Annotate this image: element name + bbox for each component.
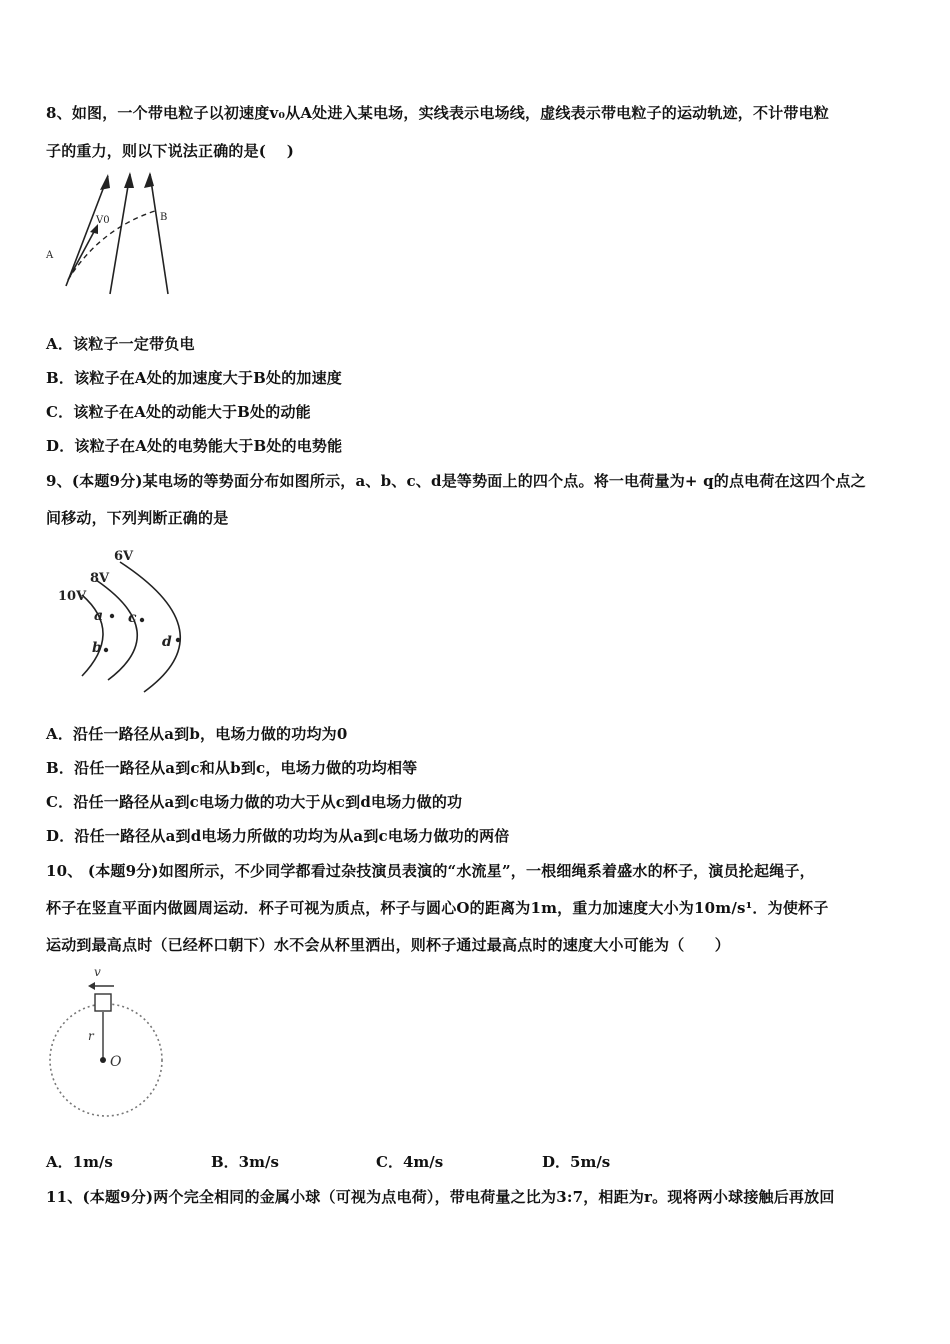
q8-stem-line1: 8、如图，一个带电粒子以初速度v₀从A处进入某电场，实线表示电场线，虚线表示带电粒子的运动轨迹，不计带电粒 [46,104,829,122]
field-line-3 [150,174,168,294]
q10-stem-line1: 10、 (本题9分)如图所示，不少同学都看过杂技演员表演的“水流星”，一根细绳系着盛水的杯子，演员抡起绳子， [46,862,815,880]
q8-option-d: D．该粒子在A处的电势能大于B处的电势能 [46,437,343,455]
q10-stem-line3: 运动到最高点时（已经杯口朝下）水不会从杯里洒出，则杯子通过最高点时的速度大小可能为（ ） [46,936,731,954]
equipotential-6v [120,562,180,692]
field-line-1 [66,176,108,286]
label-v0: V0 [96,215,110,226]
label-d: d [162,634,172,650]
q9-stem-line2: 间移动，下列判断正确的是 [46,509,229,527]
q9-stem-line1: 9、(本题9分)某电场的等势面分布如图所示，a、b、c、d是等势面上的四个点。将一电荷量为+ q的点电荷在这四个点之 [46,472,866,490]
v0-arrow [68,228,96,280]
label-r: r [88,1029,94,1043]
q8-stem-line2: 子的重力，则以下说法正确的是( ) [46,142,295,160]
label-b: B [160,212,168,223]
label-a: a [94,608,104,624]
q9-option-a: A．沿任一路径从a到b，电场力做的功均为0 [46,725,348,743]
label-8v: 8V [90,571,110,586]
q8-option-b: B．该粒子在A处的加速度大于B处的加速度 [46,369,342,387]
label-c: c [128,610,137,626]
velocity-arrowhead [88,982,95,990]
label-o: O [110,1054,122,1070]
q10-option-d: D．5m/s [542,1153,611,1171]
label-a: A [46,250,54,261]
q8-option-a: A．该粒子一定带负电 [46,335,195,353]
field-line-2 [110,174,130,294]
arrowhead-2 [124,172,134,188]
q11-stem-line1: 11、(本题9分)两个完全相同的金属小球（可视为点电荷），带电荷量之比为3:7，相距为r。现将两小球接触后再放回 [46,1188,835,1206]
label-b: b [92,640,102,656]
q10-option-a: A．1m/s [46,1153,113,1171]
q9-option-b: B．沿任一路径从a到c和从b到c，电场力做的功均相等 [46,759,418,777]
point-d [176,638,180,642]
q10-circular-motion-figure [44,962,174,1122]
label-6v: 6V [114,549,134,564]
q8-field-figure [40,168,180,300]
q10-option-b: B．3m/s [211,1153,279,1171]
q10-option-c: C．4m/s [376,1153,444,1171]
q8-option-c: C．该粒子在A处的动能大于B处的动能 [46,403,311,421]
q10-stem-line2: 杯子在竖直平面内做圆周运动．杯子可视为质点，杯子与圆心O的距离为1m，重力加速度大小为10m/s¹．为使杯子 [46,899,829,917]
label-10v: 10V [58,589,87,604]
cup [95,994,111,1011]
center-o [100,1057,106,1063]
arrowhead-3 [144,172,154,188]
point-b [104,648,108,652]
q9-equipotential-figure [52,540,202,700]
label-v: v [94,965,101,979]
point-c [140,618,144,622]
q9-option-d: D．沿任一路径从a到d电场力所做的功均为从a到c电场力做功的两倍 [46,827,510,845]
point-a [110,614,114,618]
q9-option-c: C．沿任一路径从a到c电场力做的功大于从c到d电场力做的功 [46,793,463,811]
